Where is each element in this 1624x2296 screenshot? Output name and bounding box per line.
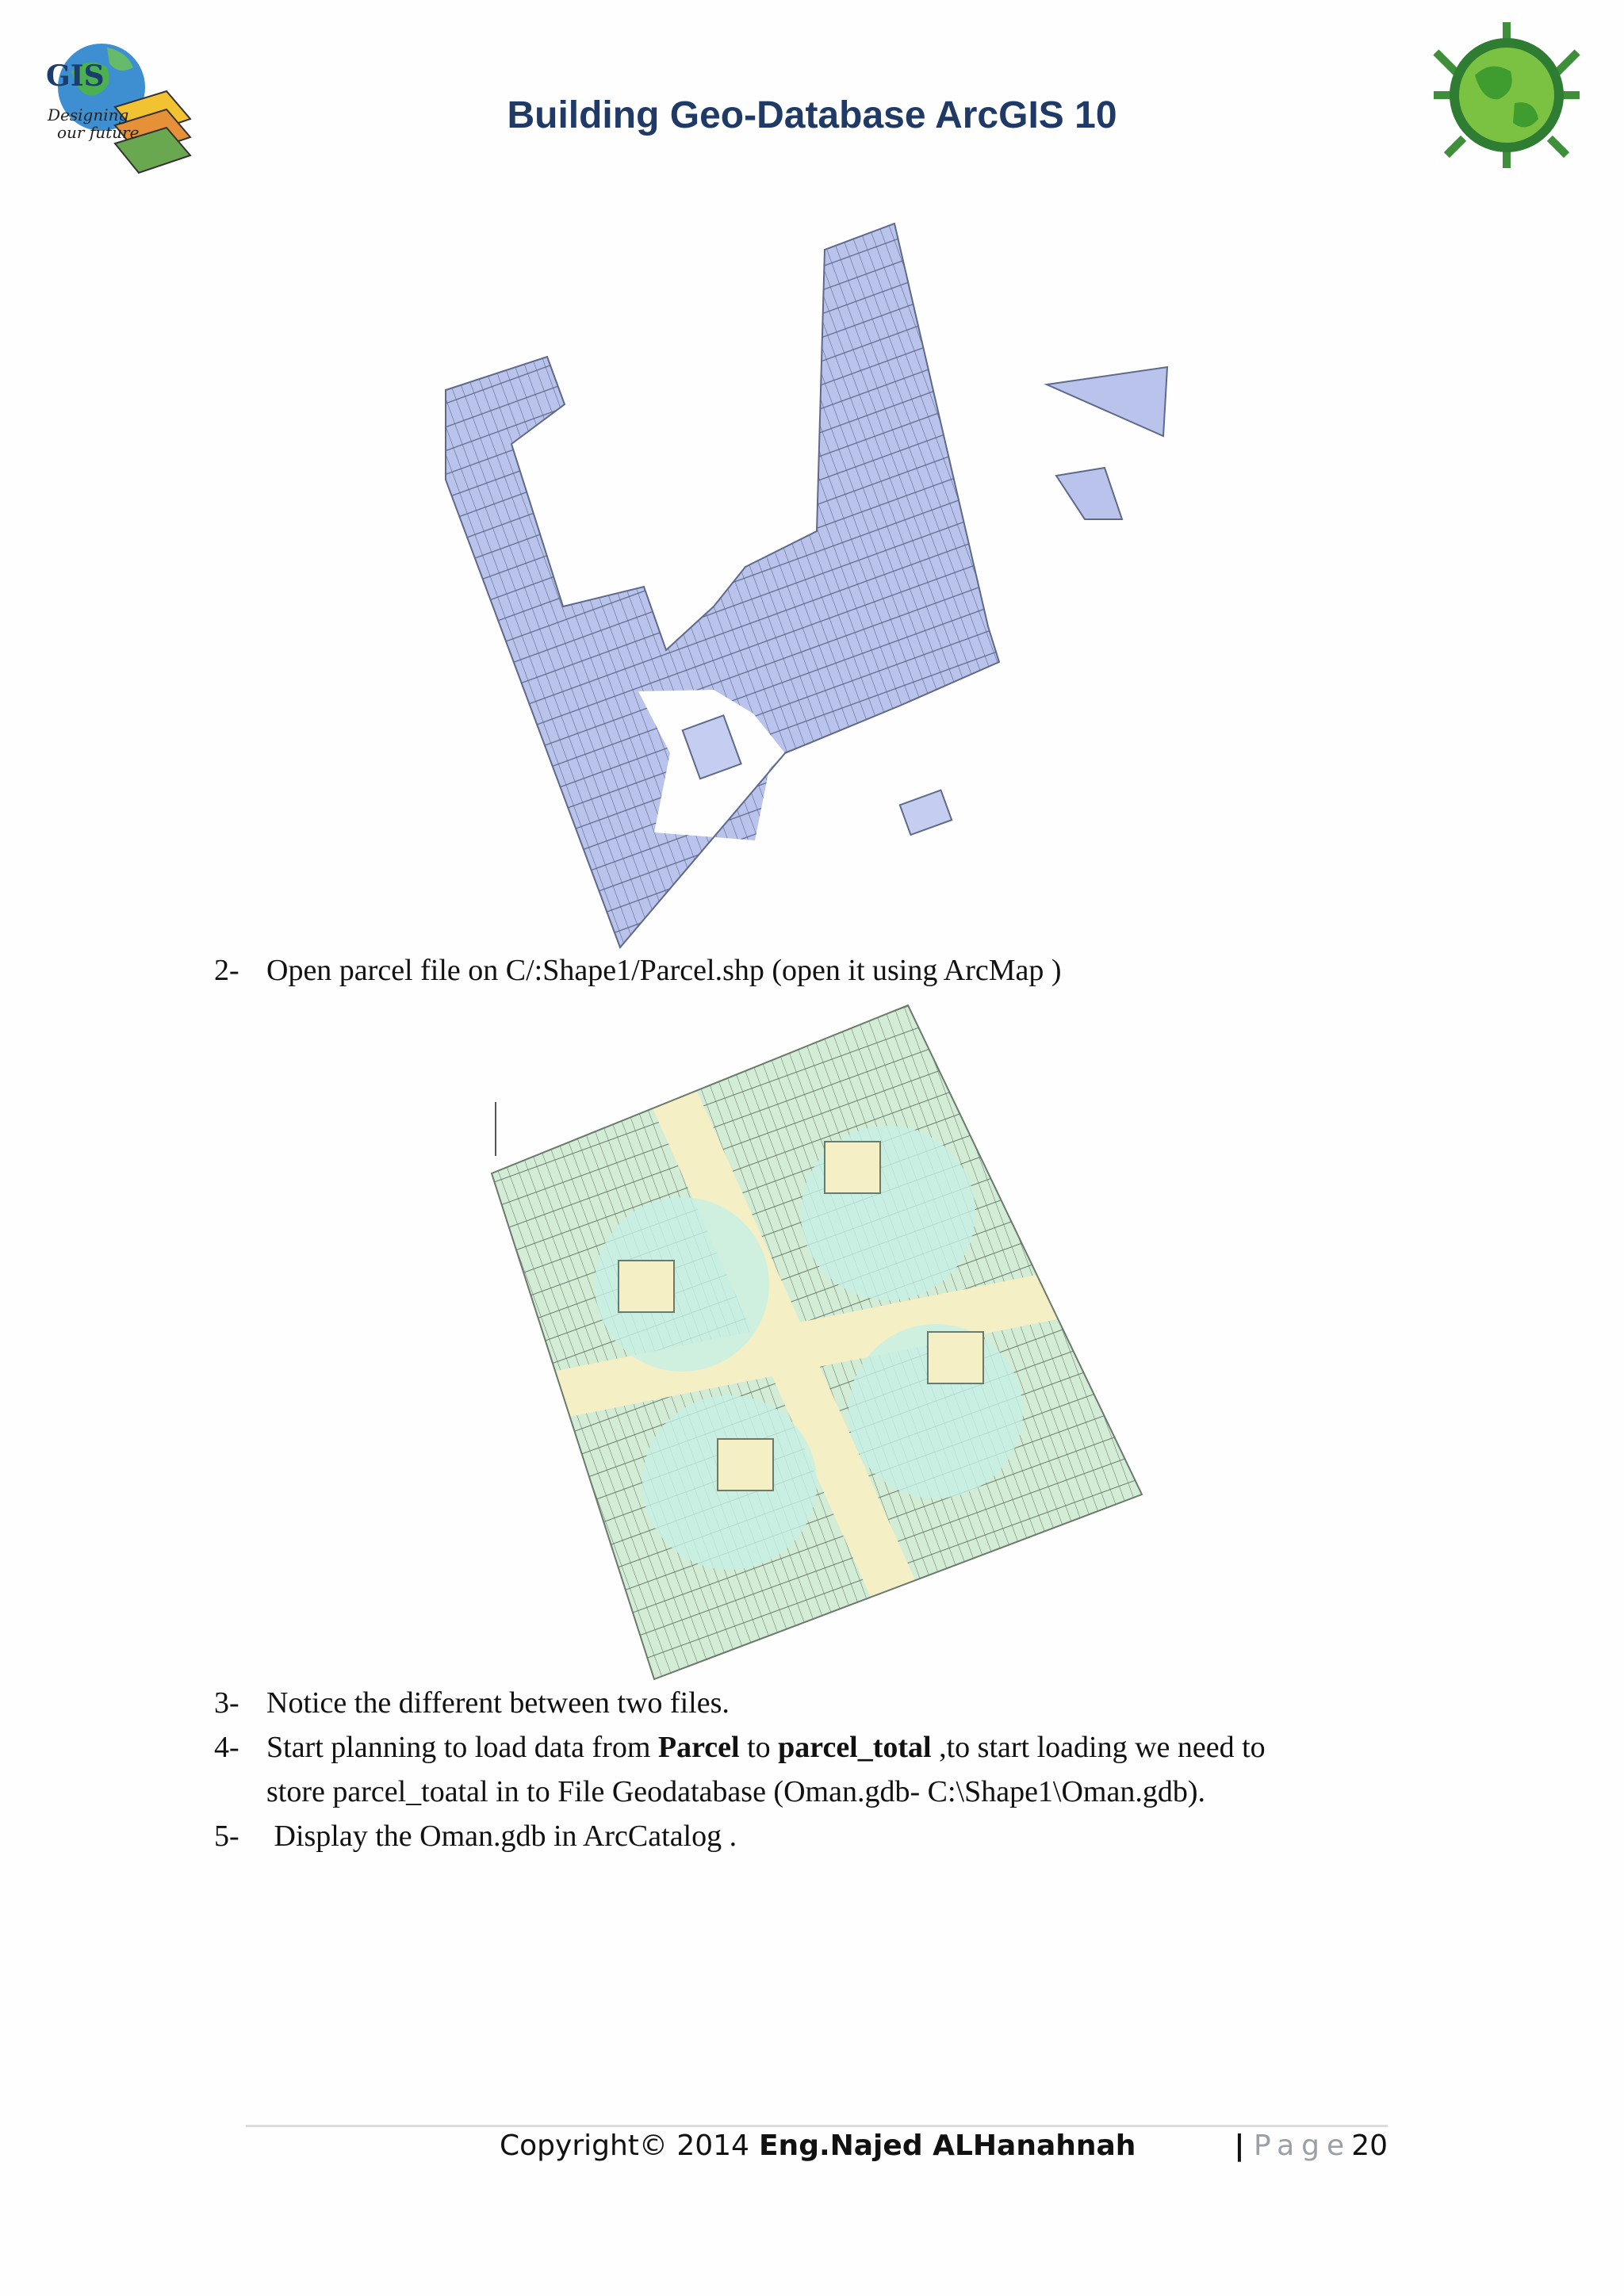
step-number: 3- <box>214 1686 239 1720</box>
step-number: 2- <box>214 954 239 987</box>
page-footer <box>500 2130 1388 2169</box>
step-4: 4- Start planning to load data from Parcel to parcel_total ,to start loading we need to store parcel_toatal in to File Geodatabase (Oman.gdb- C:\Shape1\Oman.gdb). <box>214 1725 1404 1814</box>
parcel-term: Parcel <box>657 1731 740 1764</box>
gis-logo-text: GIS <box>46 59 105 93</box>
footer-copyright: Copyright© 2014 Eng.Najed ALHanahnah <box>500 2130 1136 2162</box>
page-title: Building Geo-Database ArcGIS 10 <box>507 94 1117 136</box>
step-3 <box>214 1681 1404 1725</box>
parcel-total-term: parcel_total <box>778 1731 932 1764</box>
green-earth-logo <box>1427 16 1586 174</box>
step-text: Open parcel file on C/:Shape1/Parcel.shp (open it using ArcMap ) <box>266 954 1062 987</box>
svg-text:our future: our future <box>57 123 140 142</box>
page-number: | Page20 <box>1234 2130 1388 2162</box>
step-5 <box>214 1814 1404 1858</box>
step-2 <box>214 948 1404 993</box>
parcel-total-map <box>436 206 1189 959</box>
step-text-line2: store parcel_toatal in to File Geodatabase (Oman.gdb- C:\Shape1\Oman.gdb). <box>266 1775 1206 1808</box>
step-text: Notice the different between two files. <box>266 1686 730 1720</box>
step-text: Display the Oman.gdb in ArcCatalog . <box>266 1820 737 1853</box>
step-number: 5- <box>214 1820 239 1853</box>
parcel-small-shape <box>1056 468 1122 519</box>
step-number: 4- <box>214 1731 239 1764</box>
footer-divider <box>246 2125 1388 2127</box>
parcel-triangle-shape <box>1047 367 1167 436</box>
footer-author: Eng.Najed ALHanahnah <box>758 2130 1136 2162</box>
svg-text:Designing: Designing <box>48 105 129 124</box>
parcel-map <box>476 999 1150 1681</box>
